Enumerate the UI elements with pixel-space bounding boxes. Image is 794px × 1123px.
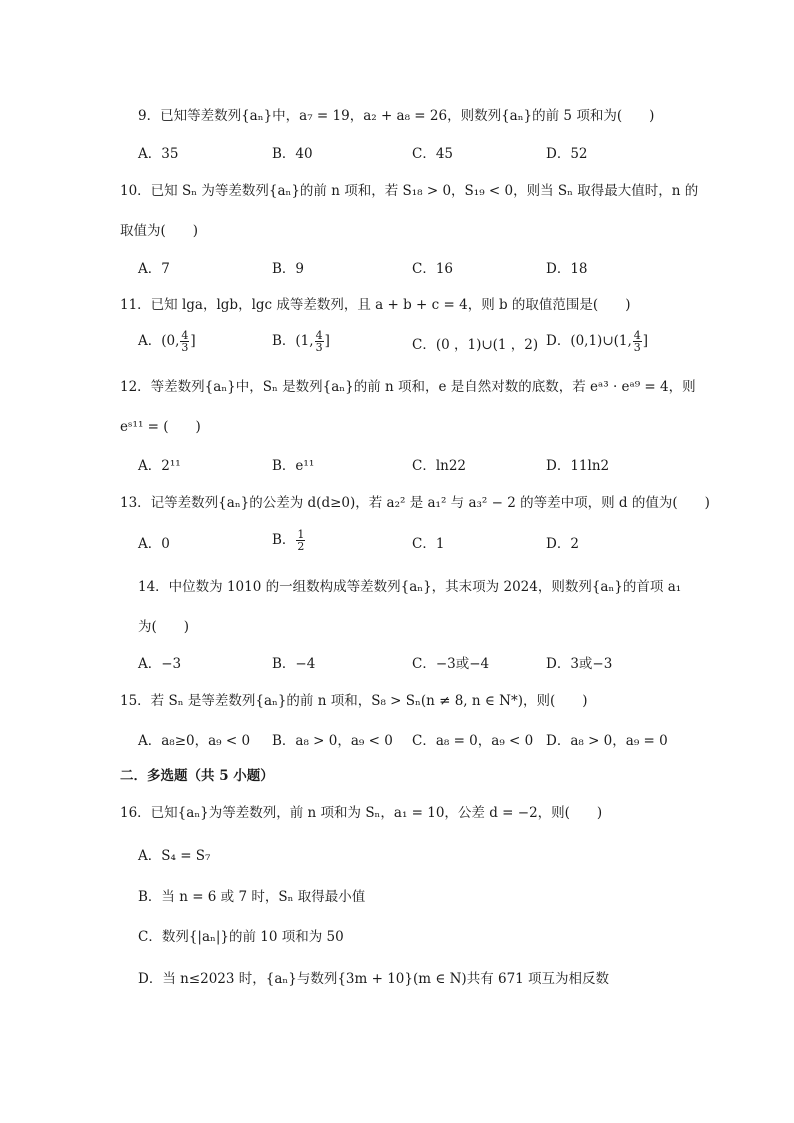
q16-option-c: C．数列{|aₙ|}的前 10 项和为 50 [138, 929, 344, 945]
q9-option-b: B．40 [272, 146, 313, 162]
q16-option-a: A．S₄ = S₇ [138, 848, 211, 864]
q15-stem: 15．若 Sₙ 是等差数列{aₙ}的前 n 项和，S₈ > Sₙ(n ≠ 8, n ∈ N*)，则( ) [120, 693, 588, 709]
q10-stem-line2: 取值为( ) [120, 223, 199, 239]
q16-option-b: B．当 n = 6 或 7 时，Sₙ 取得最小值 [138, 889, 366, 905]
q9-option-c: C．45 [412, 146, 454, 162]
q11-option-d-bracket: ] [642, 333, 649, 349]
q12-option-b: B．e¹¹ [272, 458, 315, 474]
q11-option-a-bracket: ] [190, 333, 196, 349]
section-heading-multiple-choice: 二．多选题（共 5 小题） [120, 768, 274, 784]
q15-option-c: C．a₈ = 0，a₉ < 0 [412, 733, 534, 749]
q14-option-d: D．3或−3 [546, 656, 613, 672]
q12-stem-line1: 12．等差数列{aₙ}中，Sₙ 是数列{aₙ}的前 n 项和，e 是自然对数的底数，若 eᵃ³ · eᵃ⁹ = 4，则 [120, 379, 696, 395]
q12-option-a: A．2¹¹ [138, 458, 181, 474]
q11-option-a-fraction [180, 330, 189, 353]
q10-option-a: A．7 [138, 261, 170, 277]
q11-option-d [546, 330, 648, 353]
q9-option-d: D．52 [546, 146, 588, 162]
q10-stem-line1: 10．已知 Sₙ 为等差数列{aₙ}的前 n 项和，若 S₁₈ > 0，S₁₉ < 0，则当 Sₙ 取得最大值时，n 的 [120, 183, 699, 199]
q13-option-a: A．0 [138, 536, 170, 552]
fraction-denominator: 2 [297, 540, 305, 553]
q14-stem-line1: 14．中位数为 1010 的一组数构成等差数列{aₙ}，其末项为 2024，则数列{aₙ}的首项 a₁ [138, 579, 682, 595]
q11-option-d-fraction [633, 330, 642, 353]
q11-option-b-bracket: ] [324, 333, 330, 349]
q15-option-d: D．a₈ > 0，a₉ = 0 [546, 733, 668, 749]
q14-stem-line2: 为( ) [138, 619, 190, 635]
q13-option-b [272, 529, 306, 552]
q9-stem: 9．已知等差数列{aₙ}中，a₇ = 19，a₂ + a₈ = 26，则数列{aₙ}的前 5 项和为( ) [138, 108, 655, 124]
q13-option-b-fraction [296, 529, 305, 552]
q16-option-d: D．当 n≤2023 时，{aₙ}与数列{3m + 10}(m ∈ N)共有 671 项互为相反数 [138, 971, 610, 987]
q10-option-b: B．9 [272, 261, 305, 277]
q12-option-c: C．ln22 [412, 458, 467, 474]
fraction-numerator: 4 [315, 329, 323, 342]
fraction-denominator: 3 [315, 341, 323, 354]
q11-option-a-text: A．(0, [138, 333, 180, 349]
q11-option-b [272, 330, 330, 353]
fraction-numerator: 1 [297, 528, 305, 541]
q15-option-a: A．a₈≥0，a₉ < 0 [138, 733, 251, 749]
q13-option-d: D．2 [546, 536, 579, 552]
q14-option-c: C．−3或−4 [412, 656, 490, 672]
q16-stem: 16．已知{aₙ}为等差数列，前 n 项和为 Sₙ，a₁ = 10，公差 d = −2，则( ) [120, 805, 603, 821]
q12-stem-line2: eˢ¹¹ = ( ) [120, 419, 201, 435]
fraction-numerator: 4 [181, 329, 189, 342]
q13-stem: 13．记等差数列{aₙ}的公差为 d(d≥0)，若 a₂² 是 a₁² 与 a₃² − 2 的等差中项，则 d 的值为( ) [120, 495, 710, 511]
q12-option-d: D．11ln2 [546, 458, 610, 474]
fraction-denominator: 3 [181, 341, 189, 354]
q9-option-a: A．35 [138, 146, 179, 162]
q11-option-a [138, 330, 196, 353]
fraction-numerator: 4 [633, 329, 641, 342]
q10-option-c: C．16 [412, 261, 454, 277]
q11-option-b-fraction [315, 330, 324, 353]
q14-option-b: B．−4 [272, 656, 316, 672]
q10-option-d: D．18 [546, 261, 588, 277]
fraction-denominator: 3 [633, 341, 641, 354]
q11-option-b-text: B．(1, [272, 333, 314, 349]
q13-option-c: C．1 [412, 536, 445, 552]
q11-option-c: C．(0 ，1)∪(1 ，2) [412, 337, 539, 353]
q13-option-b-text: B． [272, 532, 296, 548]
q14-option-a: A．−3 [138, 656, 182, 672]
q15-option-b: B．a₈ > 0，a₉ < 0 [272, 733, 393, 749]
q11-option-d-text: D．(0,1)∪(1, [546, 333, 632, 349]
q11-stem: 11．已知 lga，lgb，lgc 成等差数列，且 a + b + c = 4，则 b 的取值范围是( ) [120, 297, 631, 313]
